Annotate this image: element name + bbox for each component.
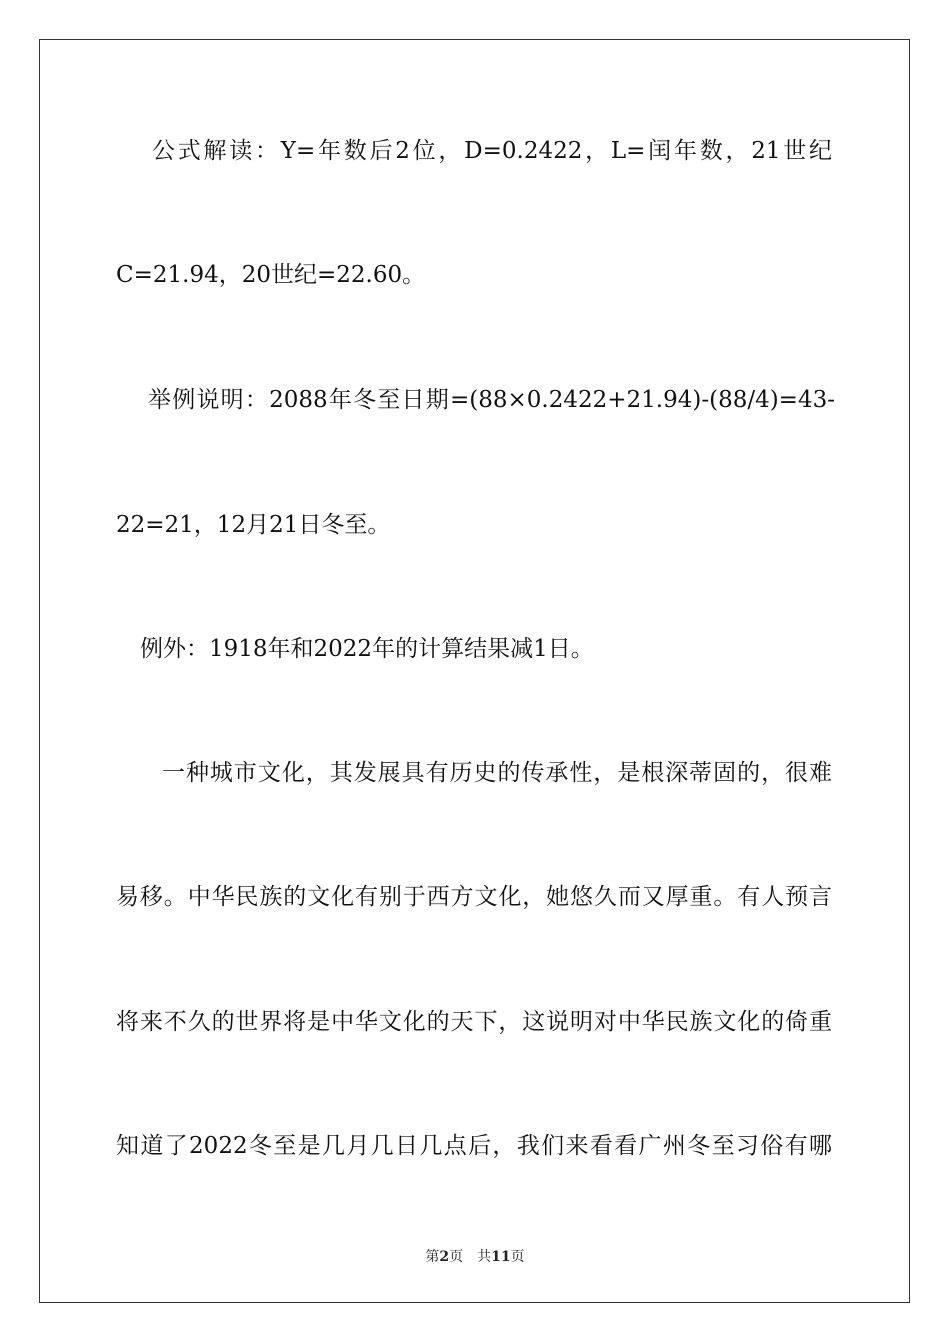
paragraph-line-2: C=21.94，20世纪=22.60。 [116, 262, 426, 288]
paragraph-line-7: 易移。中华民族的文化有别于西方文化，她悠久而又厚重。有人预言 [116, 884, 832, 910]
total-page-count: 11 [491, 1249, 511, 1265]
total-prefix: 共 [477, 1249, 492, 1265]
total-suffix: 页 [510, 1249, 525, 1265]
page-suffix: 页 [449, 1249, 464, 1265]
paragraph-line-5: 例外：1918年和2022年的计算结果减1日。 [140, 636, 594, 662]
page-border [39, 39, 910, 1303]
paragraph-line-1: 公式解读：Y=年数后2位，D=0.2422，L=闰年数，21世纪 [152, 138, 832, 164]
current-page-number: 2 [439, 1249, 450, 1265]
paragraph-line-8: 将来不久的世界将是中华文化的天下，这说明对中华民族文化的倚重 [116, 1009, 832, 1035]
paragraph-line-3: 举例说明：2088年冬至日期=(88×0.2422+21.94)-(88/4)=43- [148, 387, 835, 413]
page-footer [0, 1248, 950, 1266]
paragraph-line-9: 知道了2022冬至是几月几日几点后，我们来看看广州冬至习俗有哪 [116, 1133, 832, 1159]
page-prefix: 第 [425, 1249, 440, 1265]
paragraph-line-6: 一种城市文化，其发展具有历史的传承性，是根深蒂固的，很难 [162, 760, 832, 786]
paragraph-line-4: 22=21，12月21日冬至。 [116, 512, 391, 538]
